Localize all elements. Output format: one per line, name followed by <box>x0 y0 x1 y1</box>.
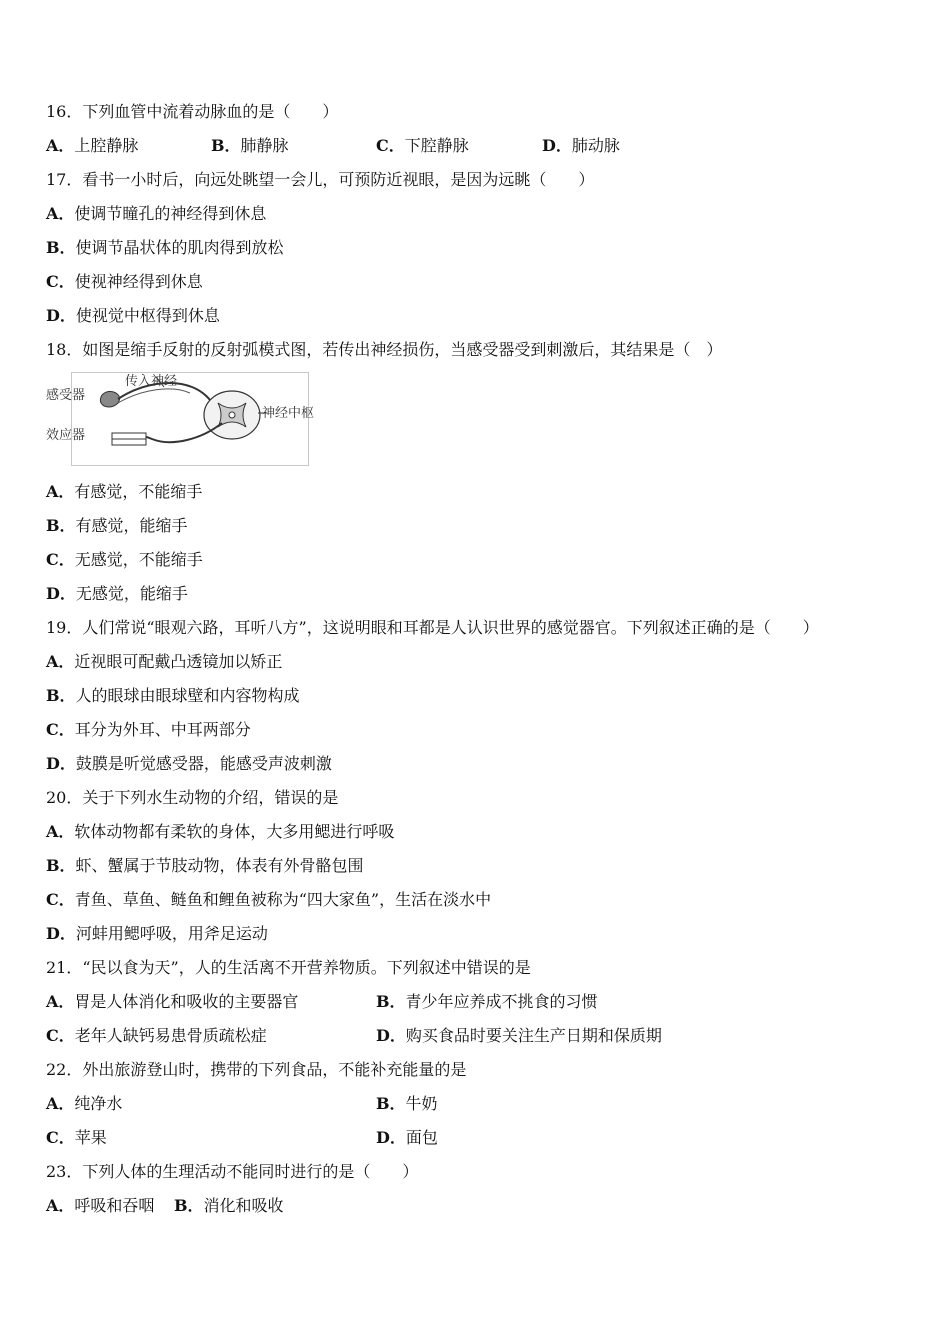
question-18-stem: 18．如图是缩手反射的反射弧模式图，若传出神经损伤，当感受器受到刺激后，其结果是（ ） <box>46 340 723 359</box>
option-a: A．软体动物都有柔软的身体，大多用鳃进行呼吸 <box>46 822 395 841</box>
option-a: A．近视眼可配戴凸透镜加以矫正 <box>46 652 283 671</box>
option-b: B．青少年应养成不挑食的习惯 <box>376 992 598 1011</box>
option-c: C．无感觉，不能缩手 <box>46 550 203 569</box>
option-d: D．鼓膜是听觉感受器，能感受声波刺激 <box>46 754 332 773</box>
nerve-center-label: 神经中枢 <box>262 406 315 421</box>
option-d: D．河蚌用鳃呼吸，用斧足运动 <box>46 924 268 943</box>
afferent-nerve-label: 传入神经 <box>125 374 178 389</box>
option-b: B．人的眼球由眼球壁和内容物构成 <box>46 686 300 705</box>
option-b: B．虾、蟹属于节肢动物，体表有外骨骼包围 <box>46 856 364 875</box>
option-a: A．纯净水 <box>46 1094 123 1113</box>
question-22-stem: 22．外出旅游登山时，携带的下列食品，不能补充能量的是 <box>46 1060 467 1079</box>
option-c: C．青鱼、草鱼、鲢鱼和鲤鱼被称为“四大家鱼”，生活在淡水中 <box>46 890 492 909</box>
option-b: B．肺静脉 <box>211 136 289 155</box>
option-b: B．消化和吸收 <box>174 1196 284 1215</box>
question-19-stem: 19．人们常说“眼观六路，耳听八方”，这说明眼和耳都是人认识世界的感觉器官。下列叙述正确的是（ ） <box>46 618 819 637</box>
option-a: A．上腔静脉 <box>46 136 139 155</box>
option-d: D．肺动脉 <box>542 136 620 155</box>
option-d: D．使视觉中枢得到休息 <box>46 306 220 325</box>
question-17-stem: 17．看书一小时后，向远处眺望一会儿，可预防近视眼，是因为远眺（ ） <box>46 170 595 189</box>
option-b: B．牛奶 <box>376 1094 438 1113</box>
question-20-stem: 20．关于下列水生动物的介绍，错误的是 <box>46 788 339 807</box>
option-d: D．面包 <box>376 1128 438 1147</box>
question-21-stem: 21．“民以食为天”，人的生活离不开营养物质。下列叙述中错误的是 <box>46 958 531 977</box>
option-a: A．使调节瞳孔的神经得到休息 <box>46 204 267 223</box>
option-c: C．老年人缺钙易患骨质疏松症 <box>46 1026 267 1045</box>
option-c: C．下腔静脉 <box>376 136 469 155</box>
question-16-stem: 16．下列血管中流着动脉血的是（ ） <box>46 102 339 121</box>
option-c: C．使视神经得到休息 <box>46 272 203 291</box>
option-c: C．耳分为外耳、中耳两部分 <box>46 720 251 739</box>
option-a: A．呼吸和吞咽 <box>46 1196 155 1215</box>
option-a: A．胃是人体消化和吸收的主要器官 <box>46 992 299 1011</box>
option-d: D．无感觉，能缩手 <box>46 584 188 603</box>
question-23-stem: 23．下列人体的生理活动不能同时进行的是（ ） <box>46 1162 419 1181</box>
receptor-label: 感受器 <box>46 388 86 403</box>
effector-label: 效应器 <box>46 428 86 443</box>
option-a: A．有感觉，不能缩手 <box>46 482 203 501</box>
option-d: D．购买食品时要关注生产日期和保质期 <box>376 1026 662 1045</box>
option-b: B．使调节晶状体的肌肉得到放松 <box>46 238 284 257</box>
option-c: C．苹果 <box>46 1128 107 1147</box>
option-b: B．有感觉，能缩手 <box>46 516 188 535</box>
